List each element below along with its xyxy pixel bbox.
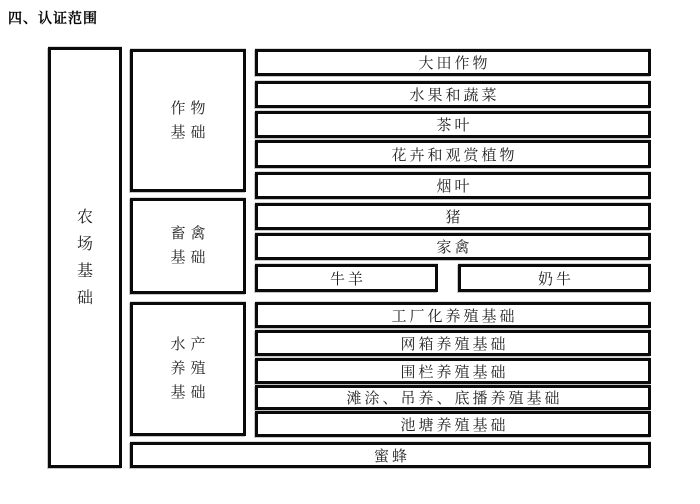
node-crop-base-label-line1: 作物 — [170, 100, 211, 117]
node-livestock-base — [130, 198, 246, 294]
node-tea: 茶叶 — [255, 111, 651, 138]
node-livestock-base-label-line2: 基础 — [170, 250, 211, 266]
node-bee: 蜜蜂 — [130, 442, 651, 468]
node-aquaculture-base — [130, 302, 246, 436]
node-pond-farming-base: 池塘养殖基础 — [255, 411, 651, 437]
node-pen-farming-base: 围栏养殖基础 — [255, 358, 651, 384]
node-crop-base — [130, 49, 246, 192]
node-farm-base — [48, 47, 122, 468]
node-livestock-base-label-line1: 畜禽 — [170, 226, 211, 242]
page-title: 四、认证范围 — [8, 10, 98, 26]
node-factory-farming-base: 工厂化养殖基础 — [255, 302, 651, 328]
node-poultry: 家禽 — [255, 233, 651, 260]
node-tobacco-leaf: 烟叶 — [255, 172, 651, 199]
node-cage-farming-base: 网箱养殖基础 — [255, 330, 651, 356]
node-farm-base-label: 农场基础 — [76, 208, 93, 307]
node-field-crops: 大田作物 — [255, 49, 651, 76]
node-dairy-cow: 奶牛 — [458, 264, 651, 292]
node-aquaculture-base-label-line1: 水产 — [170, 337, 211, 353]
node-pig: 猪 — [255, 203, 651, 230]
node-aquaculture-base-label-line2: 养殖 — [170, 361, 211, 377]
node-aquaculture-base-label-line3: 基础 — [170, 385, 211, 401]
node-tidal-flat-hanging-bottom-seeding-base: 滩涂、吊养、底播养殖基础 — [255, 385, 651, 410]
node-flowers-ornamental-plants: 花卉和观赏植物 — [255, 140, 651, 168]
node-fruit-and-vegetables: 水果和蔬菜 — [255, 81, 651, 108]
node-cattle-sheep: 牛羊 — [255, 264, 438, 292]
node-crop-base-label-line2: 基础 — [170, 124, 211, 141]
